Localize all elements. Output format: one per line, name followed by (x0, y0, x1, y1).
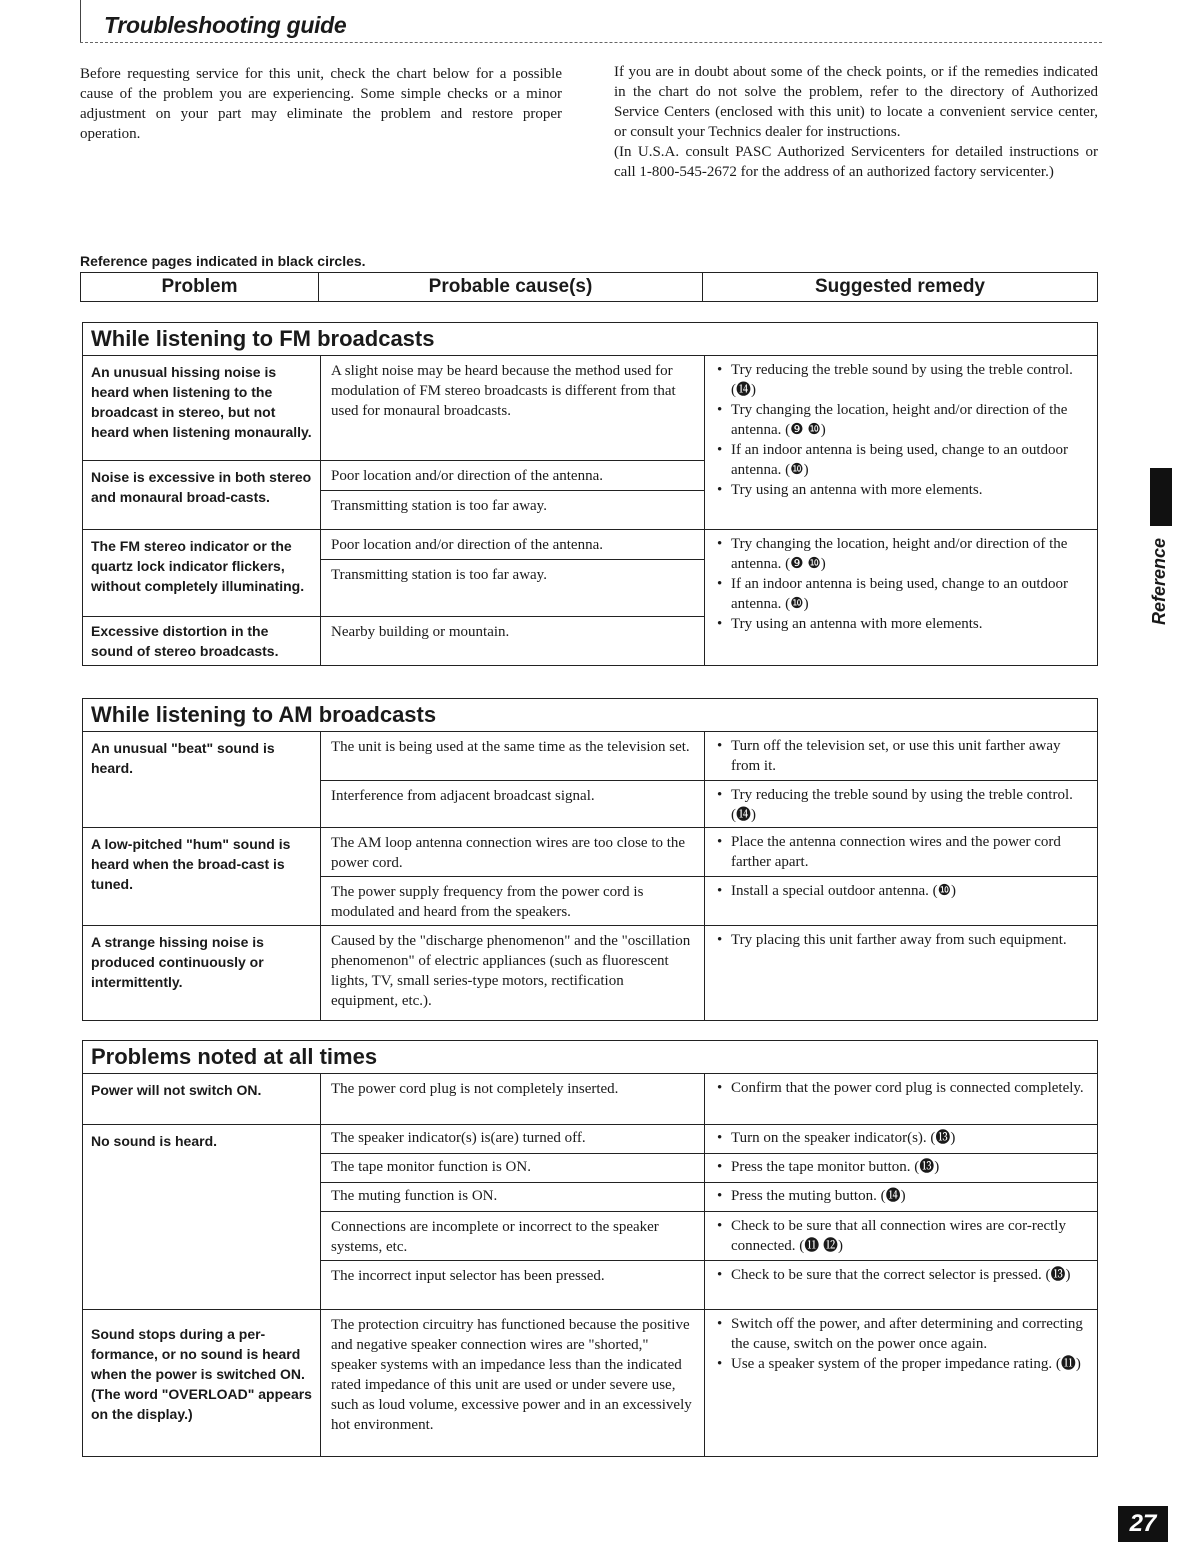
problem-cell: A strange hissing noise is produced continuously or intermittently. (83, 926, 321, 1020)
problem-cell: An unusual hissing noise is heard when listening to the broadcast in stereo, but not heard when listening monaurally. (83, 356, 321, 460)
remedy-item: Try placing this unit farther away from such equipment. (731, 932, 1067, 948)
side-label-text: Reference (1149, 537, 1169, 625)
remedy-cell: • Try reducing the treble sound by using the treble control. (⓮) • Try changing the location, height and/or direction of the antenna. (❾ ❿) • If an indoor antenna is being used, change to an outdoor antenna. (❿) • Try using an antenna with more elements. (705, 356, 1097, 504)
table-row (83, 617, 705, 665)
intro-left-text: Before requesting service for this unit, check the chart below for a possible cause of the problem you are experiencing. Some simple checks or a minor adjustment on your part may eliminate the problem and restore proper operation. (80, 66, 562, 142)
cause-cell: Transmitting station is too far away. (331, 498, 547, 514)
title-bracket (80, 0, 81, 42)
table-row (83, 461, 705, 529)
cause-cell: Nearby building or mountain. (331, 624, 510, 640)
column-problem: Problem (81, 273, 319, 301)
table-header (80, 272, 1098, 302)
problem-cell: No sound is heard. (83, 1125, 321, 1309)
fm-remedy-group-1 (705, 356, 1097, 529)
table-row (83, 1074, 1097, 1125)
cause-cell: The speaker indicator(s) is(are) turned off. (321, 1125, 705, 1153)
cause-cell: The protection circuitry has functioned because the positive and negative speaker connection wires are "shorted," speaker systems with an impedance less than the indicated rated impedance of this unit are used or under severe use, such as loud volume, excessive power and in an excessively hot environment. (331, 1317, 692, 1433)
fm-section (82, 322, 1098, 666)
cause-cell: The muting function is ON. (321, 1183, 705, 1211)
problem-cell: An unusual "beat" sound is heard. (83, 732, 321, 827)
remedy-item: Try reducing the treble sound by using the treble control. (⓮) (731, 362, 1073, 398)
problem-cell: A low-pitched "hum" sound is heard when the broad-cast is tuned. (83, 828, 321, 925)
remedy-cell: • Install a special outdoor antenna. (❿) (717, 883, 957, 899)
table-row (83, 926, 1097, 1020)
cause-cell: A slight noise may be heard because the method used for modulation of FM stereo broadcasts is different from that used for monaural broadcasts. (331, 363, 676, 419)
intro-right-text: If you are in doubt about some of the check points, or if the remedies indicated in the chart do not solve the problem, refer to the directory of Authorized Service Centers (enclosed with this unit) to locate a convenient service center, or consult your Technics dealer for instructions. (614, 64, 1098, 140)
cause-cell: Connections are incomplete or incorrect to the speaker systems, etc. (321, 1212, 705, 1260)
fm-rows-group-1 (83, 356, 705, 529)
cause-cell: Caused by the "discharge phenomenon" and the "oscillation phenomenon" of electric appliances (such as fluorescent lights, TV, small series-type motors, rectification equipment, etc.). (331, 933, 691, 1009)
remedy-item: If an indoor antenna is being used, change to an outdoor antenna. (❿) (731, 442, 1068, 478)
intro-right (614, 62, 1098, 182)
remedy-item: Check to be sure that all connection wires are cor-rectly connected. (⓫ ⓬) (731, 1218, 1066, 1254)
remedy-cell: • Try reducing the treble sound by using the treble control. (⓮) (705, 781, 1097, 827)
all-times-section-title: Problems noted at all times (83, 1041, 1097, 1074)
remedy-item: Place the antenna connection wires and the power cord farther apart. (731, 834, 1061, 870)
remedy-item: Switch off the power, and after determining and correcting the cause, switch on the power once again. (731, 1316, 1083, 1352)
remedy-item: Use a speaker system of the proper impedance rating. (⓫) (731, 1356, 1081, 1372)
problem-cell: Excessive distortion in the sound of stereo broadcasts. (83, 617, 321, 665)
cause-cell: The power cord plug is not completely inserted. (331, 1081, 619, 1097)
problem-cell (83, 1310, 321, 1456)
remedy-item: Install a special outdoor antenna. (❿) (731, 883, 957, 899)
remedy-item: Press the muting button. (⓮) (731, 1188, 906, 1204)
cause-cell: Transmitting station is too far away. (331, 567, 547, 583)
remedy-item: Try reducing the treble sound by using the treble control. (⓮) (731, 787, 1073, 823)
remedy-item: Try using an antenna with more elements. (731, 482, 983, 498)
remedy-item: Turn off the television set, or use this unit farther away from it. (731, 738, 1061, 774)
remedy-cell: • Switch off the power, and after determining and correcting the cause, switch on the power once again. • Use a speaker system of the proper impedance rating. (⓫) (705, 1310, 1097, 1378)
table-row (83, 1310, 1097, 1456)
reference-note: Reference pages indicated in black circles. (80, 253, 366, 269)
page-title: Troubleshooting guide (104, 12, 347, 38)
cause-cell: The tape monitor function is ON. (321, 1154, 705, 1182)
problem-cell: Noise is excessive in both stereo and monaural broad-casts. (83, 461, 321, 529)
problem-cell: Power will not switch ON. (83, 1074, 321, 1124)
table-row (83, 732, 1097, 828)
cause-cell: The incorrect input selector has been pressed. (321, 1261, 705, 1309)
problem-cell: The FM stereo indicator or the quartz lock indicator flickers, without completely illuminating. (83, 530, 321, 616)
table-row (83, 530, 705, 617)
remedy-item: Try changing the location, height and/or direction of the antenna. (❾ ❿) (731, 402, 1068, 438)
fm-section-title: While listening to FM broadcasts (83, 323, 1097, 356)
remedy-item: Check to be sure that the correct selector is pressed. (⓭) (731, 1267, 1071, 1283)
remedy-item: Try changing the location, height and/or direction of the antenna. (❾ ❿) (731, 536, 1068, 572)
remedy-item: Confirm that the power cord plug is connected completely. (731, 1080, 1084, 1096)
page-number: 27 (1118, 1506, 1168, 1542)
remedy-cell: • Confirm that the power cord plug is connected completely. (717, 1080, 1084, 1096)
all-times-section (82, 1040, 1098, 1457)
remedy-cell: • Place the antenna connection wires and the power cord farther apart. (705, 828, 1097, 876)
remedy-item: Try using an antenna with more elements. (731, 616, 983, 632)
am-section (82, 698, 1098, 1021)
cause-cell: The unit is being used at the same time as the television set. (321, 732, 705, 780)
title-divider (80, 42, 1102, 43)
remedy-cell: • Turn off the television set, or use this unit farther away from it. (705, 732, 1097, 780)
remedy-item: Press the tape monitor button. (⓭) (731, 1159, 940, 1175)
table-row (83, 828, 1097, 926)
am-section-title: While listening to AM broadcasts (83, 699, 1097, 732)
table-row (83, 356, 705, 461)
section-tab-marker (1150, 468, 1172, 526)
problem-text: Sound stops during a per-formance, or no sound is heard when the power is switched ON. (91, 1326, 305, 1382)
remedy-cell: • Try placing this unit farther away from such equipment. (717, 932, 1067, 948)
remedy-item: Turn on the speaker indicator(s). (⓭) (731, 1130, 956, 1146)
cause-cell: The power supply frequency from the power cord is modulated and heard from the speakers. (321, 877, 705, 925)
cause-cell: Interference from adjacent broadcast signal. (321, 781, 705, 827)
cause-cell: The AM loop antenna connection wires are too close to the power cord. (321, 828, 705, 876)
side-label (1145, 530, 1175, 630)
intro-right-usa-text: (In U.S.A. consult PASC Authorized Servicenters for detailed instructions or call 1-800-545-2672 for the address of an authorized factory servicenter.) (614, 144, 1098, 180)
remedy-item: If an indoor antenna is being used, change to an outdoor antenna. (❿) (731, 576, 1068, 612)
column-cause: Probable cause(s) (319, 273, 703, 301)
column-remedy: Suggested remedy (815, 276, 985, 297)
table-row: No sound is heard. The speaker indicator(s) is(are) turned off. • Turn on the speaker indicator(s). (⓭) The tape monitor function is ON. • Press the tape monitor button. (⓭) The muting function is ON. • Press the muting button. (⓮) Connections are incomplete or incorrect to the speaker systems, etc. • Check to be sure that all connection wires are cor-rectly connected. (⓫ ⓬) The incorrect input selector has been pressed. • Check to be sure that the correct selector is pressed. (⓭) (83, 1125, 1097, 1310)
intro-left (80, 64, 562, 144)
fm-remedy-group-2: • Try changing the location, height and/or direction of the antenna. (❾ ❿) • If an indoor antenna is being used, change to an outdoor antenna. (❿) • Try using an antenna with more elements. (705, 530, 1097, 665)
cause-cell: Poor location and/or direction of the antenna. (321, 530, 704, 560)
cause-cell: Poor location and/or direction of the antenna. (321, 461, 704, 491)
problem-note: (The word "OVERLOAD" appears on the display.) (91, 1386, 312, 1422)
